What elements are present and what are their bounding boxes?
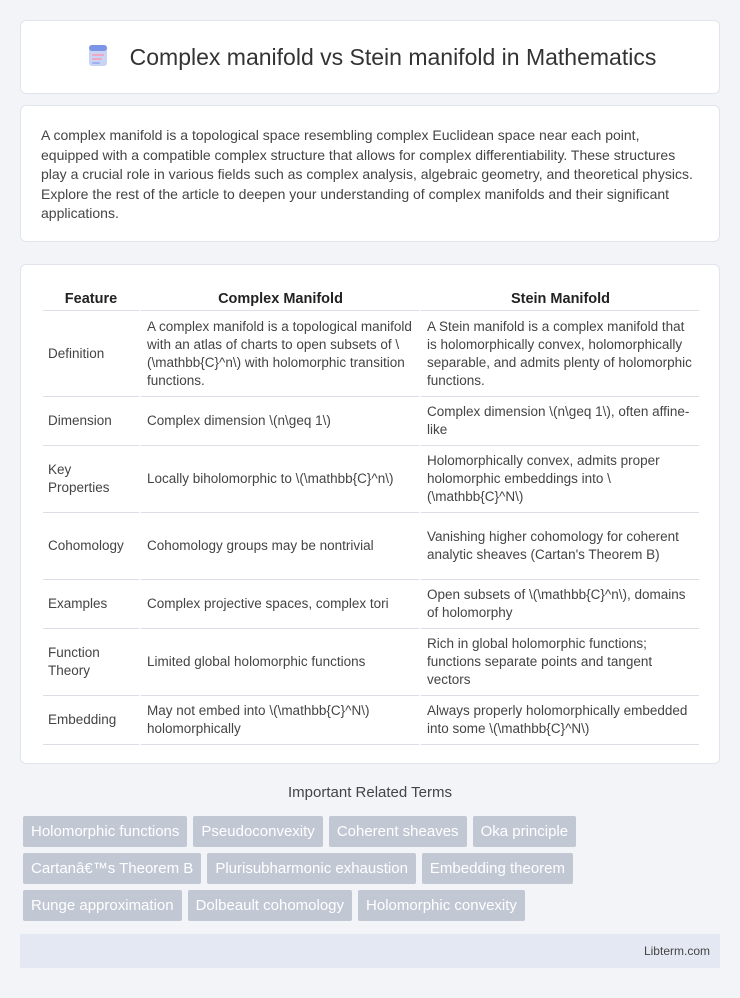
feature-cell: Examples xyxy=(43,580,139,629)
stein-cell: Open subsets of \(\mathbb{C}^n\), domains of holomorphy xyxy=(419,580,699,629)
related-terms-list xyxy=(23,816,723,927)
related-term-tag[interactable]: Pseudoconvexity xyxy=(193,816,322,847)
header-complex-manifold: Complex Manifold xyxy=(139,285,419,311)
table-row xyxy=(43,311,699,397)
comparison-table-card xyxy=(20,264,720,764)
complex-cell: Cohomology groups may be nontrivial xyxy=(139,513,419,580)
related-term-tag[interactable]: Runge approximation xyxy=(23,890,182,921)
related-terms-title: Important Related Terms xyxy=(288,784,452,801)
related-term-tag[interactable]: Oka principle xyxy=(473,816,577,847)
table-header-row xyxy=(43,285,699,311)
complex-cell: May not embed into \(\mathbb{C}^N\) holomorphically xyxy=(139,696,419,745)
related-term-tag[interactable]: Holomorphic convexity xyxy=(358,890,525,921)
feature-cell: Definition xyxy=(43,311,139,397)
header-feature: Feature xyxy=(43,285,139,311)
stein-cell: A Stein manifold is a complex manifold that is holomorphically convex, holomorphically separable, and admits plenty of holomorphic functions. xyxy=(419,311,699,397)
related-term-tag[interactable]: Holomorphic functions xyxy=(23,816,187,847)
stein-cell: Rich in global holomorphic functions; functions separate points and tangent vectors xyxy=(419,629,699,696)
tag-row xyxy=(23,890,723,921)
table-row xyxy=(43,580,699,629)
related-term-tag[interactable]: Coherent sheaves xyxy=(329,816,467,847)
related-term-tag[interactable]: Plurisubharmonic exhaustion xyxy=(207,853,416,884)
feature-cell: Embedding xyxy=(43,696,139,745)
header-stein-manifold: Stein Manifold xyxy=(419,285,699,311)
related-term-tag[interactable]: Cartanâ€™s Theorem B xyxy=(23,853,201,884)
tag-row xyxy=(23,853,723,884)
header-card xyxy=(20,20,720,94)
table-row xyxy=(43,513,699,580)
related-term-tag[interactable]: Dolbeault cohomology xyxy=(188,890,352,921)
document-icon xyxy=(84,41,112,74)
related-term-tag[interactable]: Embedding theorem xyxy=(422,853,573,884)
complex-cell: Complex dimension \(n\geq 1\) xyxy=(139,397,419,446)
complex-cell: Locally biholomorphic to \(\mathbb{C}^n\) xyxy=(139,446,419,513)
intro-text: A complex manifold is a topological space resembling complex Euclidean space near each point, equipped with a compatible complex structure that allows for complex differentiability. These structures play a crucial role in various fields such as complex analysis, algebraic geometry, and theoretical physics. Explore the rest of the article to deepen your understanding of complex manifolds and their significant applications. xyxy=(41,127,693,221)
complex-cell: Complex projective spaces, complex tori xyxy=(139,580,419,629)
page-title: Complex manifold vs Stein manifold in Mathematics xyxy=(129,43,657,70)
table-row xyxy=(43,397,699,446)
footer-site-link[interactable]: Libterm.com xyxy=(643,944,710,958)
table-row xyxy=(43,696,699,745)
complex-cell: Limited global holomorphic functions xyxy=(139,629,419,696)
table-row xyxy=(43,446,699,513)
stein-cell: Always properly holomorphically embedded into some \(\mathbb{C}^N\) xyxy=(419,696,699,745)
stein-cell: Complex dimension \(n\geq 1\), often affine-like xyxy=(419,397,699,446)
feature-cell: Cohomology xyxy=(43,513,139,580)
feature-cell: Function Theory xyxy=(43,629,139,696)
tag-row xyxy=(23,816,723,847)
complex-cell: A complex manifold is a topological manifold with an atlas of charts to open subsets of \(\mathbb{C}^n\) with holomorphic transition functions. xyxy=(139,311,419,397)
stein-cell: Holomorphically convex, admits proper holomorphic embeddings into \(\mathbb{C}^N\) xyxy=(419,446,699,513)
table-row xyxy=(43,629,699,696)
intro-card xyxy=(20,105,720,242)
footer xyxy=(20,934,720,968)
stein-cell: Vanishing higher cohomology for coherent analytic sheaves (Cartan's Theorem B) xyxy=(419,513,699,580)
comparison-table xyxy=(43,285,699,745)
feature-cell: Dimension xyxy=(43,397,139,446)
feature-cell: Key Properties xyxy=(43,446,139,513)
